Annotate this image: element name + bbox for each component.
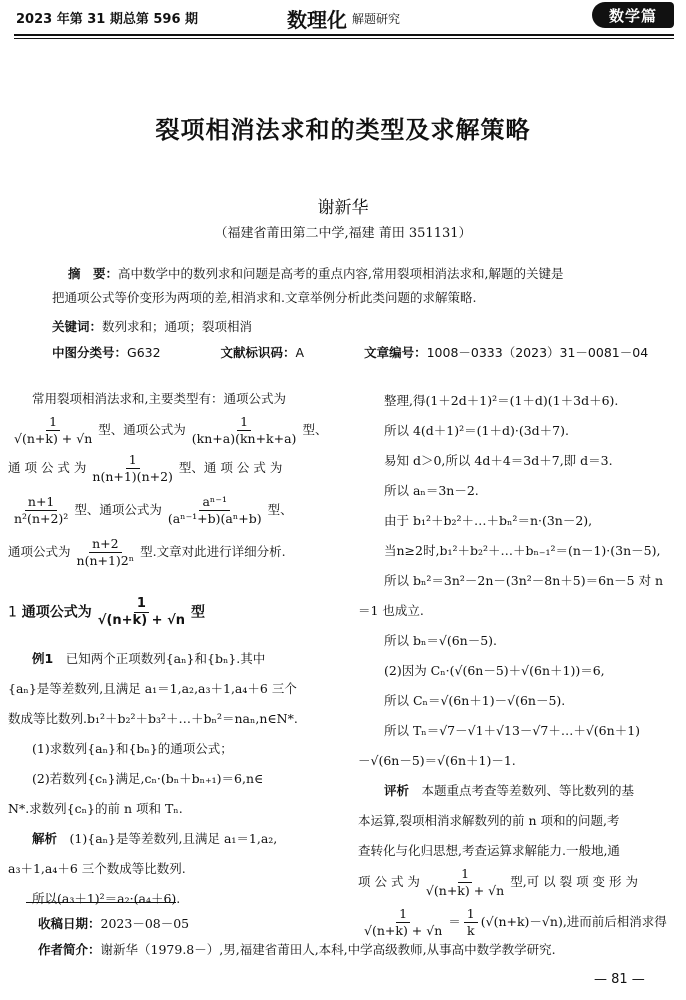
intro-formulas-3: $\frac{n+1}{\text{n²(n+2)²}}$ 型、通项公式为 $\frac{\text{aⁿ⁻¹}}{\text{(aⁿ⁻¹+b)(aⁿ+b)}}$ 型、 [8,494,330,536]
fraction: $\frac{1}{√(n+k) + √n}$ [14,414,93,446]
article-number-label: 文章编号： [364,345,427,360]
right-column [358,386,676,946]
fraction: $\frac{1}{√(n+k) + √n}$ [364,906,443,938]
affiliation: （福建省莆田第二中学,福建 莆田 351131） [214,226,472,241]
solution-step: 所以 4(d＋1)²＝(1＋d)·(3d＋7). [384,423,569,438]
abstract [52,262,652,310]
keywords-label: 关键词： [52,319,103,334]
abstract-line2: 把通项公式等价变形为两项的差,相消求和.文章举例分析此类问题的求解策略. [52,290,477,305]
section-badge: 数学篇 [592,2,674,28]
left-column [8,384,330,914]
intro-formulas-1: $\frac{1}{√(n+k) + √n}$ 型、通项公式为 $\frac{1}{(kn+a)(kn+k+a)}$ 型、 [8,414,330,452]
solution-step: (2)因为 Cₙ·(√(6n－5)＋√(6n＋1))＝6, [384,663,605,678]
fraction: $\frac{\text{aⁿ⁻¹}}{\text{(aⁿ⁻¹+b)(aⁿ+b)}}$ [167,494,262,526]
commentary-line4: 项 公 式 为 $\frac{1}{√(n+k) + √n}$ 型,可 以 裂 项 变 形 为 [358,866,639,898]
abstract-line1: 高中数学中的数列求和问题是高考的重点内容,常用裂项相消法求和,解题的关键是 [118,266,564,281]
doc-code-label: 文献标识码： [220,345,296,360]
fraction: $\frac{n+2}{\text{n(n+1)2ⁿ}}$ [76,536,135,568]
fraction: $\frac{1}{(kn+a)(kn+k+a)}$ [191,414,297,446]
abstract-label: 摘 要： [68,266,119,281]
classification-row [52,341,652,365]
solution-step: 所以 bₙ＝√(6n－5). [384,633,498,648]
issue-info: 2023 年第 31 期总第 596 期 [16,12,199,27]
solution-step: 当n≥2时,b₁²＋b₂²＋…＋bₙ₋₁²＝(n－1)·(3n－5), [384,543,661,558]
doc-code-value: A [295,345,305,360]
keywords-text: 数列求和；通项；裂项相消 [102,319,253,334]
commentary-line2: 本运算,裂项相消求解数列的前 n 项和的问题,考 [358,813,620,828]
intro-formulas-4: 通项公式为 $\frac{n+2}{\text{n(n+1)2ⁿ}}$ 型.文章对此进行详细分析. [8,536,286,568]
question-2-line1: (2)若数列{cₙ}满足,cₙ·(bₙ＋bₙ₊₁)＝6,n∈ [32,771,264,786]
example-line3: 数成等比数列.b₁²＋b₂²＋b₃²＋…＋bₙ²＝naₙ,n∈N*. [8,711,298,726]
commentary-line1: 评析 本题重点考查等差数列、等比数列的基 [384,783,635,798]
journal-brand: 数理化 [287,8,347,32]
keywords [52,315,652,339]
solution-step: 所以 bₙ²＝3n²－2n－(3n²－8n＋5)＝6n－5 对 n [384,573,664,588]
fraction: $\frac{1}{√(n+k) + √n}$ [97,596,186,628]
solution-step: 所以 Cₙ＝√(6n＋1)－√(6n－5). [384,693,566,708]
solution-line3: 所以(a₃＋1)²＝a₂·(a₄＋6). [32,891,181,906]
footnote-rule [26,902,176,903]
example-line1: 例1 已知两个正项数列{aₙ}和{bₙ}.其中 [32,651,266,666]
fraction: $\frac{1}{n(n+1)(n+2)}$ [92,452,173,484]
intro-formulas-2: 通 项 公 式 为 $\frac{1}{n(n+1)(n+2)}$ 型、通 项 公 式 为 [8,452,283,484]
solution-step: 整理,得(1＋2d＋1)²＝(1＋d)(1＋3d＋6). [384,393,619,408]
received-date: 收稿日期：2023－08－05 [38,916,190,931]
solution-step: 由于 b₁²＋b₂²＋…＋bₙ²＝n·(3n－2), [384,513,593,528]
solution-step: 所以 Tₙ＝√7－√1＋√13－√7＋…＋√(6n＋1) [384,723,641,738]
journal-section: 解题研究 [352,12,401,26]
header-rule [14,34,674,36]
solution-step: 所以 aₙ＝3n－2. [384,483,479,498]
clc-value: G632 [127,345,161,360]
fraction: $\frac{1}{√(n+k) + √n}$ [425,866,505,898]
question-2-line2: N*.求数列{cₙ}的前 n 项和 Tₙ. [8,801,183,816]
article-number-value: 1008－0333（2023）31－0081－04 [426,345,649,360]
clc-label: 中图分类号： [52,345,128,360]
article-title: 裂项相消法求和的类型及求解策略 [155,115,531,144]
solution-line2: a₃＋1,a₄＋6 三个数成等比数列. [8,861,186,876]
page-number: — 81 — [594,972,645,987]
commentary-line3: 查转化与化归思想,考查运算求解能力.一般地,通 [358,843,620,858]
solution-step: ＝1 也成立. [358,603,424,618]
solution-line1: 解析 (1){aₙ}是等差数列,且满足 a₁＝1,a₂, [32,831,278,846]
solution-step: －√(6n－5)＝√(6n＋1)－1. [358,753,516,768]
fraction: $\frac{1}{k}$ [464,906,478,939]
solution-step: 易知 d＞0,所以 4d＋4＝3d＋7,即 d＝3. [384,453,613,468]
author-bio: 作者简介：谢新华（1979.8－）,男,福建省莆田人,本科,中学高级教师,从事高中数学教学研究. [38,942,556,957]
fraction: $\frac{n+1}{\text{n²(n+2)²}}$ [14,494,69,526]
example-line2: {aₙ}是等差数列,且满足 a₁＝1,a₂,a₃＋1,a₄＋6 三个 [8,681,297,696]
author-name: 谢新华 [317,198,369,218]
section-heading: 1 通项公式为 $\frac{1}{√(n+k) + √n}$ 型 [8,596,206,628]
commentary-line5: $\frac{1}{√(n+k) + √n}$ ＝ $\frac{1}{k}$ (√(n+k)－√n),进而前后相消求得 [358,906,676,946]
intro-line: 常用裂项相消法求和,主要类型有：通项公式为 [32,391,286,406]
question-1: (1)求数列{aₙ}和{bₙ}的通项公式； [32,741,233,756]
header-rule-thin [14,38,674,39]
